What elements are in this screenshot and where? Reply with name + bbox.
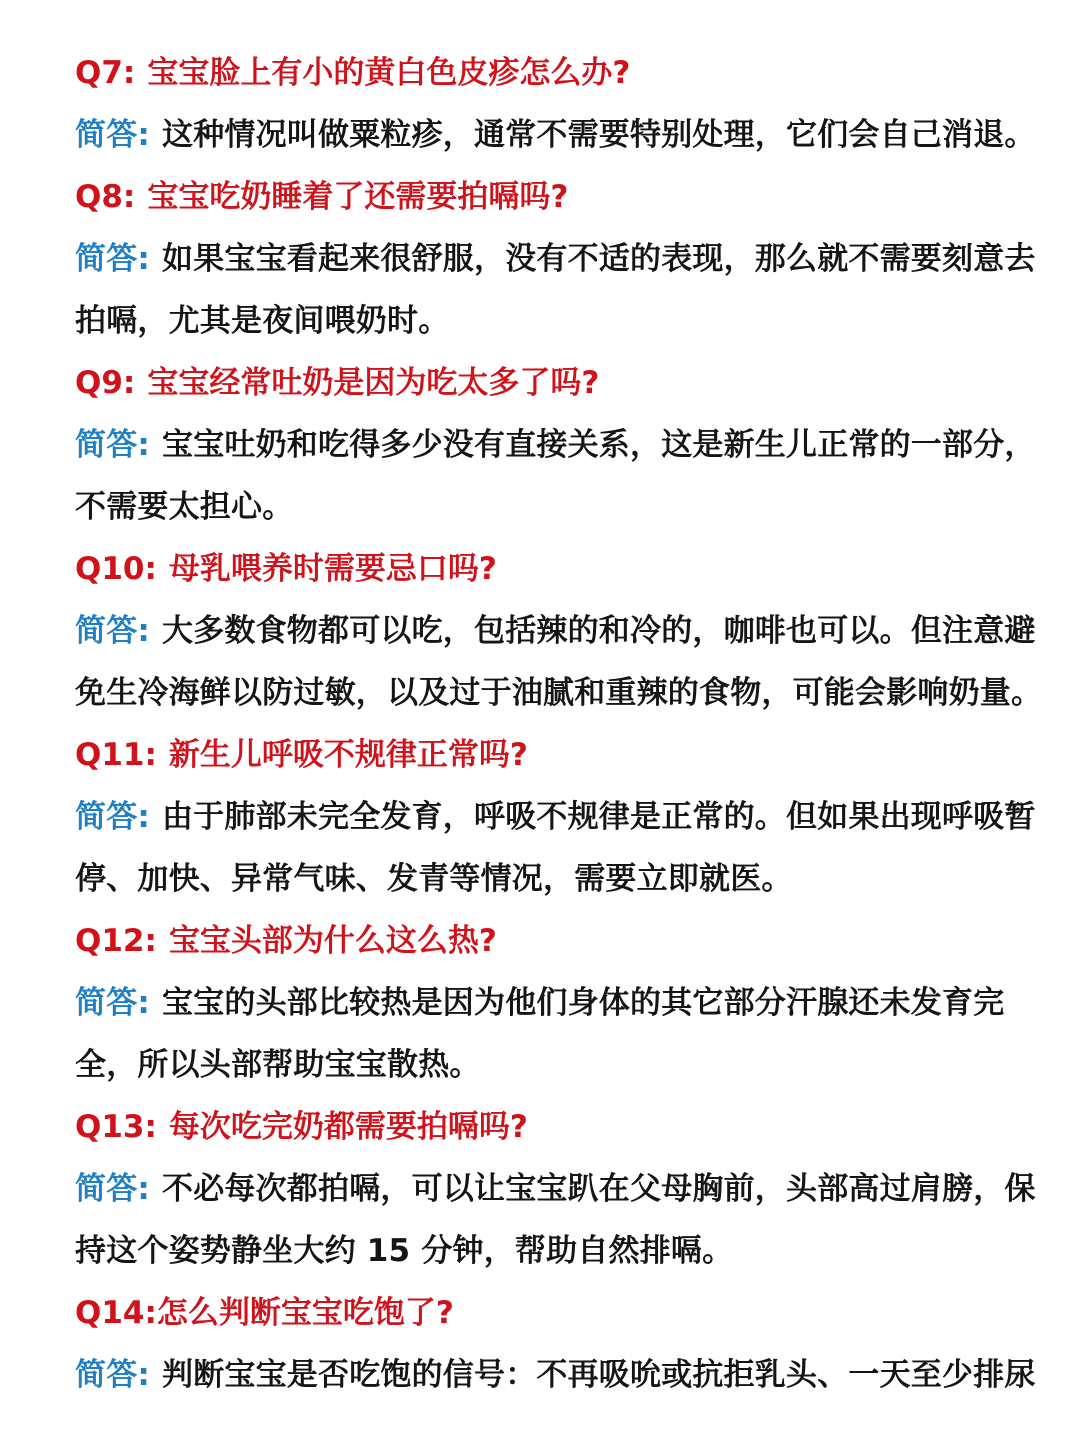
answer-label: 简答: [75, 1357, 150, 1393]
answer [75, 414, 1050, 538]
answer-label: 简答: [75, 985, 150, 1021]
answer-text: 大多数食物都可以吃，包括辣的和冷的，咖啡也可以。但注意避免生冷海鲜以防过敏，以及过于油腻和重辣的食物，可能会影响奶量。 [75, 613, 1043, 711]
question-text: 母乳喂养时需要忌口吗? [168, 551, 497, 587]
answer-label: 简答: [75, 613, 150, 649]
question-text: 每次吃完奶都需要拍嗝吗? [168, 1109, 528, 1145]
answer [75, 104, 1050, 166]
question-text: 怎么判断宝宝吃饱了? [156, 1295, 454, 1331]
answer-label: 简答: [75, 427, 150, 463]
qa-item-q9 [75, 352, 1050, 538]
answer-text: 如果宝宝看起来很舒服，没有不适的表现，那么就不需要刻意去拍嗝，尤其是夜间喂奶时。 [75, 241, 1036, 339]
answer-text: 判断宝宝是否吃饱的信号：不再吸吮或抗拒乳头、一天至少排尿 [162, 1357, 1036, 1393]
answer-label: 简答: [75, 1171, 150, 1207]
answer-label: 简答: [75, 799, 150, 835]
qa-item-q11 [75, 724, 1050, 910]
question [75, 1282, 1050, 1344]
qa-item-q12 [75, 910, 1050, 1096]
question [75, 910, 1050, 972]
answer-text: 宝宝吐奶和吃得多少没有直接关系，这是新生儿正常的一部分，不需要太担心。 [75, 427, 1036, 525]
answer [75, 1158, 1050, 1282]
question [75, 166, 1050, 228]
qa-item-q8 [75, 166, 1050, 352]
question-number: Q12: [75, 923, 157, 959]
answer [75, 228, 1050, 352]
answer-label: 简答: [75, 117, 150, 153]
question-number: Q11: [75, 737, 157, 773]
question-text: 新生儿呼吸不规律正常吗? [168, 737, 528, 773]
question-number: Q13: [75, 1109, 157, 1145]
answer-text: 宝宝的头部比较热是因为他们身体的其它部分汗腺还未发育完全，所以头部帮助宝宝散热。 [75, 985, 1005, 1083]
question-number: Q8: [75, 179, 136, 215]
qa-item-q13 [75, 1096, 1050, 1282]
question [75, 538, 1050, 600]
answer [75, 600, 1050, 724]
answer [75, 1344, 1050, 1406]
qa-item-q7 [75, 42, 1050, 166]
qa-item-q10 [75, 538, 1050, 724]
question [75, 42, 1050, 104]
answer-text: 由于肺部未完全发育，呼吸不规律是正常的。但如果出现呼吸暂停、加快、异常气味、发青等情况，需要立即就医。 [75, 799, 1036, 897]
answer [75, 972, 1050, 1096]
question-text: 宝宝吃奶睡着了还需要拍嗝吗? [147, 179, 569, 215]
question [75, 1096, 1050, 1158]
question [75, 352, 1050, 414]
question-number: Q14: [75, 1295, 157, 1331]
answer-label: 简答: [75, 241, 150, 277]
answer-text: 这种情况叫做粟粒疹，通常不需要特别处理，它们会自己消退。 [162, 117, 1036, 153]
question-number: Q7: [75, 55, 136, 91]
answer-text: 不必每次都拍嗝，可以让宝宝趴在父母胸前，头部高过肩膀，保持这个姿势静坐大约 15 分钟，帮助自然排嗝。 [75, 1171, 1036, 1269]
question [75, 724, 1050, 786]
answer [75, 786, 1050, 910]
question-text: 宝宝头部为什么这么热? [168, 923, 497, 959]
question-text: 宝宝脸上有小的黄白色皮疹怎么办? [147, 55, 631, 91]
question-number: Q10: [75, 551, 157, 587]
question-number: Q9: [75, 365, 136, 401]
qa-item-q14 [75, 1282, 1050, 1406]
question-text: 宝宝经常吐奶是因为吃太多了吗? [147, 365, 600, 401]
